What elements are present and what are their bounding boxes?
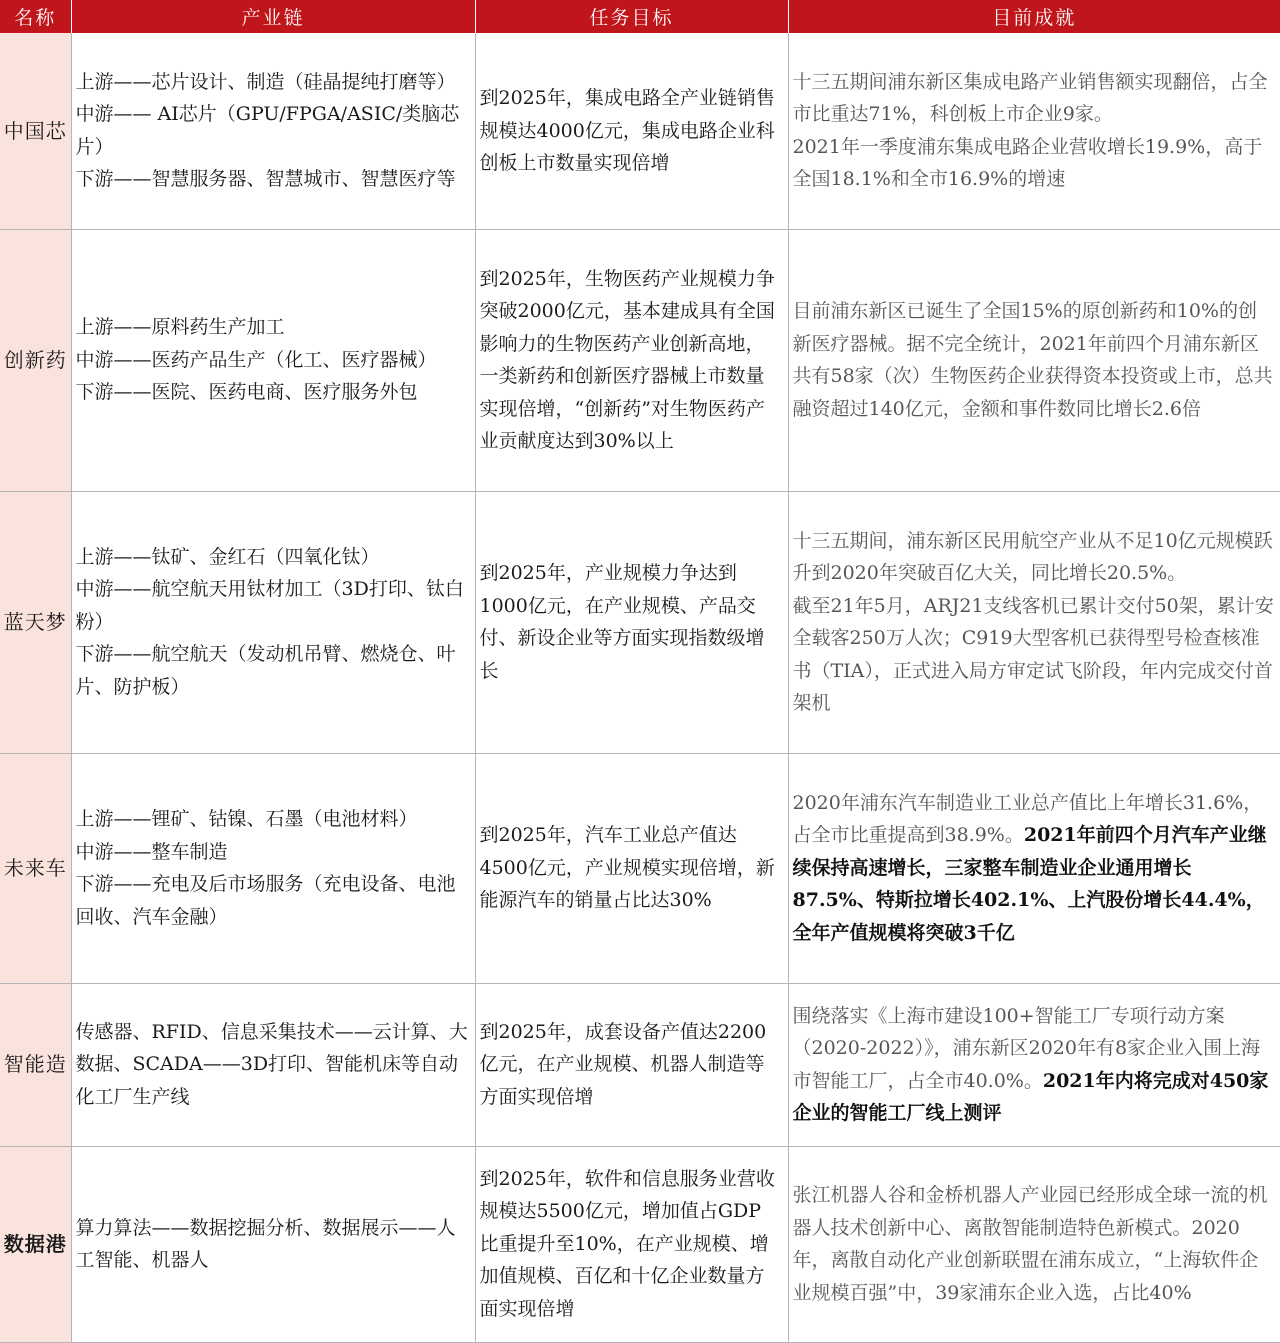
row-chain xyxy=(71,983,475,1146)
achievement-text: 2020年浦东汽车制造业工业总产值比上年增长31.6%，占全市比重提高到38.9%。 xyxy=(792,791,1263,847)
achievement-line: 截至21年5月，ARJ21支线客机已累计交付50架，累计安全载客250万人次；C919大型客机已获得型号检查核准书（TIA），正式进入局方审定试飞阶段，年内完成交付首架机 xyxy=(792,594,1274,714)
header-name: 名称 xyxy=(0,0,71,33)
achievement-line: 2021年一季度浦东集成电路企业营收增长19.9%，高于全国18.1%和全市16.9%的增速 xyxy=(792,135,1263,191)
chain-line: 下游——航空航天（发动机吊臂、燃烧仓、叶片、防护板） xyxy=(75,643,456,698)
chain-line: 上游——钛矿、金红石（四氧化钛） xyxy=(75,545,380,568)
chain-line: 中游——整车制造 xyxy=(75,840,228,863)
achievement-line: 张江机器人谷和金桥机器人产业园已经形成全球一流的机器人技术创新中心、离散智能制造特色新模式。2020年，离散自动化产业创新联盟在浦东成立，“上海软件企业规模百强”中，39家浦东企业入选，占比40% xyxy=(792,1184,1268,1304)
chain-line: 上游——锂矿、钴镍、石墨（电池材料） xyxy=(75,808,418,830)
achievement-highlight: 2021年前四个月汽车产业继续保持高速增长，三家整车制造业企业通用增长87.5%、特斯拉增长402.1%、上汽股份增长44.4%，全年产值规模将突破3千亿 xyxy=(792,824,1267,944)
chain-line: 下游——充电及后市场服务（充电设备、电池回收、汽车金融） xyxy=(75,873,456,928)
chain-line: 下游——医院、医药电商、医疗服务外包 xyxy=(75,381,418,404)
header-row xyxy=(0,0,1280,33)
achievement-highlight: 2021年内将完成对450家企业的智能工厂线上测评 xyxy=(792,1069,1269,1124)
table-row xyxy=(0,229,1280,491)
row-name: 智能造 xyxy=(0,983,71,1146)
row-goal: 到2025年，软件和信息服务业营收规模达5500亿元，增加值占GDP比重提升至10%，在产业规模、增加值规模、百亿和十亿企业数量方面实现倍增 xyxy=(475,1146,788,1342)
achievement-line: 十三五期间浦东新区集成电路产业销售额实现翻倍，占全市比重达71%，科创板上市企业9家。 xyxy=(792,70,1268,126)
row-chain xyxy=(71,1146,475,1342)
row-name: 未来车 xyxy=(0,753,71,983)
table-row xyxy=(0,1146,1280,1342)
chain-line: 中游——航空航天用钛材加工（3D打印、钛白粉） xyxy=(75,578,464,633)
row-chain xyxy=(71,33,475,229)
chain-line: 上游——芯片设计、制造（硅晶提纯打磨等） xyxy=(75,70,456,93)
chain-line: 传感器、RFID、信息采集技术——云计算、大数据、SCADA——3D打印、智能机床等自动化工厂生产线 xyxy=(75,1020,468,1108)
row-achievement xyxy=(788,1146,1280,1342)
chain-line: 下游——智慧服务器、智慧城市、智慧医疗等 xyxy=(75,168,456,191)
chain-line: 中游—— AI芯片（GPU/FPGA/ASIC/类脑芯片） xyxy=(75,103,460,158)
header-goal: 任务目标 xyxy=(475,0,788,33)
row-chain xyxy=(71,753,475,983)
row-name: 中国芯 xyxy=(0,33,71,229)
achievement-line: 十三五期间，浦东新区民用航空产业从不足10亿元规模跃升到2020年突破百亿大关，同比增长20.5%。 xyxy=(792,529,1273,584)
row-goal: 到2025年，产业规模力争达到1000亿元，在产业规模、产品交付、新设企业等方面实现指数级增长 xyxy=(475,491,788,753)
table-row xyxy=(0,983,1280,1146)
row-goal: 到2025年，生物医药产业规模力争突破2000亿元，基本建成具有全国影响力的生物医药产业创新高地，一类新药和创新医疗器械上市数量实现倍增，“创新药”对生物医药产业贡献度达到30%以上 xyxy=(475,229,788,491)
row-chain xyxy=(71,229,475,491)
row-goal: 到2025年，汽车工业总产值达4500亿元，产业规模实现倍增，新能源汽车的销量占比达30% xyxy=(475,753,788,983)
row-achievement xyxy=(788,229,1280,491)
chain-line: 中游——医药产品生产（化工、医疗器械） xyxy=(75,348,437,371)
row-name: 数据港 xyxy=(0,1146,71,1342)
achievement-text: 围绕落实《上海市建设100+智能工厂专项行动方案（2020-2022）》，浦东新区2020年有8家企业入围上海市智能工厂，占全市40.0%。 xyxy=(792,1004,1261,1092)
row-achievement xyxy=(788,491,1280,753)
table-row xyxy=(0,33,1280,229)
row-goal: 到2025年，集成电路全产业链销售规模达4000亿元，集成电路企业科创板上市数量实现倍增 xyxy=(475,33,788,229)
chain-line: 算力算法——数据挖掘分析、数据展示——人工智能、机器人 xyxy=(75,1216,456,1271)
row-name: 创新药 xyxy=(0,229,71,491)
header-achievement: 目前成就 xyxy=(788,0,1280,33)
table-row xyxy=(0,491,1280,753)
achievement-line: 目前浦东新区已诞生了全国15%的原创新药和10%的创新医疗器械。据不完全统计，2021年前四个月浦东新区共有58家（次）生物医药企业获得资本投资或上市，总共融资超过140亿元，金额和事件数同比增长2.6倍 xyxy=(792,300,1273,420)
row-goal: 到2025年，成套设备产值达2200亿元，在产业规模、机器人制造等方面实现倍增 xyxy=(475,983,788,1146)
table-row xyxy=(0,753,1280,983)
row-achievement xyxy=(788,33,1280,229)
chain-line: 上游——原料药生产加工 xyxy=(75,316,285,339)
row-achievement xyxy=(788,983,1280,1146)
header-chain: 产业链 xyxy=(71,0,475,33)
row-achievement xyxy=(788,753,1280,983)
row-chain xyxy=(71,491,475,753)
row-name: 蓝天梦 xyxy=(0,491,71,753)
